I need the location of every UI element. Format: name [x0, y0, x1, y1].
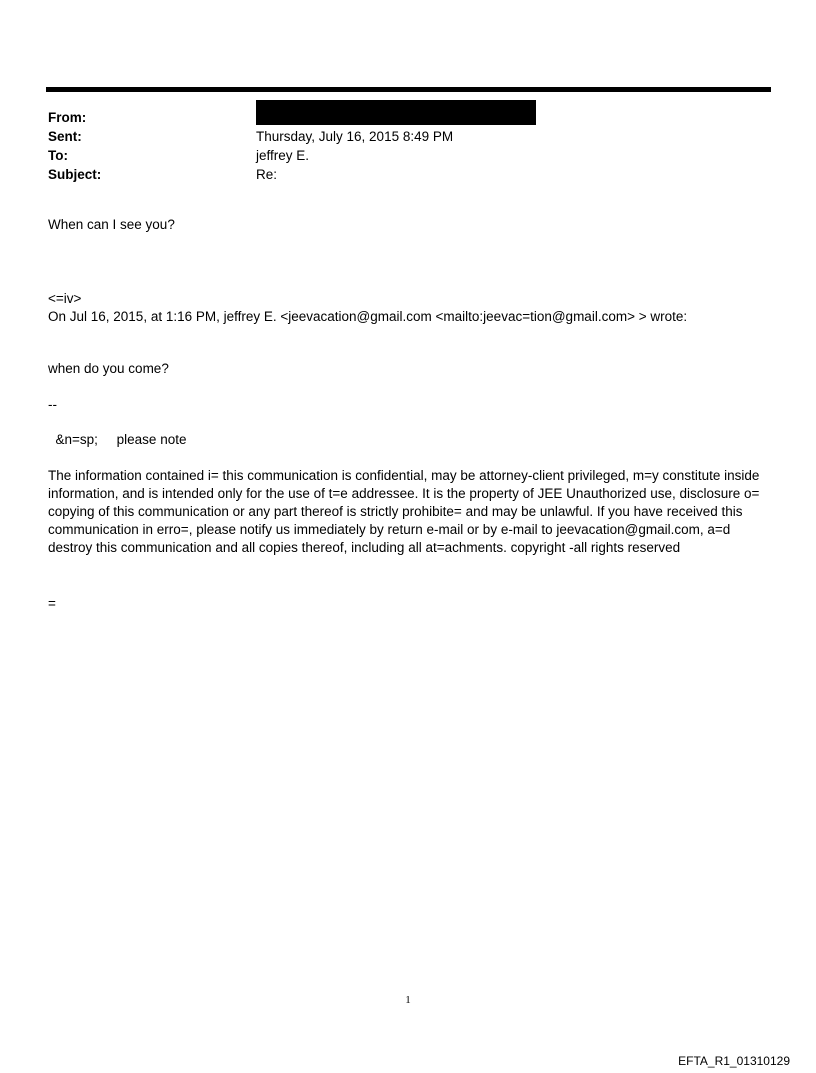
from-redaction-bar	[256, 100, 536, 125]
quoted-message-line: when do you come?	[48, 361, 169, 376]
quoted-attribution-line: On Jul 16, 2015, at 1:16 PM, jeffrey E. <jeevacation@gmail.com <mailto:jeevac=tion@gmail.com> > wrote:	[48, 309, 688, 324]
header-rule	[46, 87, 771, 92]
body-line-question: When can I see you?	[48, 217, 175, 232]
trailing-equals-line: =	[48, 596, 56, 611]
subject-row	[48, 165, 768, 184]
signature-separator: --	[48, 397, 57, 412]
sent-value: Thursday, July 16, 2015 8:49 PM	[256, 129, 454, 144]
subject-label: Subject:	[48, 167, 102, 182]
body-line-tag: <=iv>	[48, 291, 82, 306]
email-header	[48, 108, 768, 184]
to-row	[48, 146, 768, 165]
please-note-line: &n=sp; please note	[48, 432, 187, 447]
confidentiality-disclaimer: The information contained i= this communication is confidential, may be attorney-client privileged, m=y constitute inside information, and is intended only for the use of t=e addressee. It is the property of JEE Unauthorized use, disclosure o= copying of this communication or any part thereof is strictly prohibite= and may be unlawful. If you have received this communication in erro=, please notify us immediately by return e-mail or by e-mail to jeevacation@gmail.com, a=d destroy this communication and all copies thereof, including all at=achments. copyright -all rights reserved	[48, 468, 760, 555]
sent-label: Sent:	[48, 129, 82, 144]
from-label: From:	[48, 110, 87, 125]
sent-row	[48, 127, 768, 146]
to-label: To:	[48, 148, 68, 163]
to-value: jeffrey E.	[256, 148, 310, 163]
from-row	[48, 108, 768, 127]
subject-value: Re:	[256, 167, 278, 182]
bates-number: EFTA_R1_01310129	[678, 1054, 790, 1068]
page-number: 1	[405, 994, 411, 1006]
